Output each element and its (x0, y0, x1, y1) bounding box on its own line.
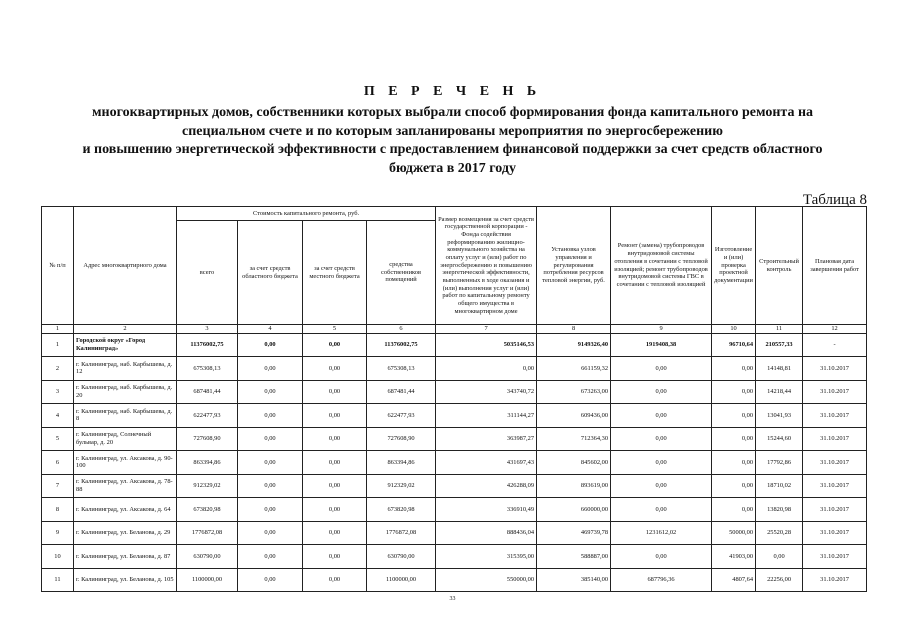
cell-total: 687481,44 (177, 380, 238, 404)
cell-total: 1100000,00 (177, 568, 238, 592)
cell-pipes: 0,00 (611, 498, 712, 522)
cell-num: 5 (42, 427, 74, 451)
table-row (42, 427, 867, 451)
cell-date: 31.10.2017 (803, 545, 867, 569)
cell-local: 0,00 (303, 521, 367, 545)
header-total: всего (177, 221, 238, 325)
cell-total: 622477,93 (177, 404, 238, 428)
cell-meters: 588887,00 (537, 545, 611, 569)
header-owners: средства собственников помещений (367, 221, 436, 325)
cell-pipes: 687796,36 (611, 568, 712, 592)
column-number: 5 (303, 325, 367, 334)
cell-local: 0,00 (303, 545, 367, 569)
cell-design: 0,00 (712, 357, 756, 381)
column-number: 9 (611, 325, 712, 334)
cell-design: 0,00 (712, 451, 756, 475)
subtitle-line: бюджета в 2017 году (389, 160, 516, 176)
cell-pipes: 0,00 (611, 380, 712, 404)
cell-address: г. Калининград, ул. Беланова, д. 105 (74, 568, 177, 592)
header-pipes: Ремонт (замена) трубопроводов внутридомовой системы отопления в сочетании с тепловой изоляцией; ремонт трубопроводов внутридомовой системы ГВС в сочетании с тепловой изоляцией (611, 207, 712, 325)
cell-meters: 661159,32 (537, 357, 611, 381)
cell-regional: 0,00 (238, 333, 303, 357)
table-row (42, 545, 867, 569)
cell-supervision: 15244,60 (756, 427, 803, 451)
cell-local: 0,00 (303, 333, 367, 357)
cell-address: г. Калининград, наб. Карбышева, д. 8 (74, 404, 177, 428)
cell-total: 11376002,75 (177, 333, 238, 357)
subtitle-line: специальном счете и по которым запланированы мероприятия по энергосбережению (182, 123, 723, 139)
cell-regional: 0,00 (238, 498, 303, 522)
cell-pipes: 0,00 (611, 474, 712, 498)
table-row (42, 404, 867, 428)
cell-num: 7 (42, 474, 74, 498)
cell-pipes: 1919408,38 (611, 333, 712, 357)
cell-owners: 11376002,75 (367, 333, 436, 357)
header-local: за счет средств местного бюджета (303, 221, 367, 325)
cell-design: 0,00 (712, 427, 756, 451)
column-number: 10 (712, 325, 756, 334)
cell-num: 1 (42, 333, 74, 357)
cell-total: 912329,02 (177, 474, 238, 498)
cell-address: г. Калининград, ул. Аксакова, д. 78-88 (74, 474, 177, 498)
cell-meters: 660000,00 (537, 498, 611, 522)
column-number-row (42, 325, 867, 334)
cell-design: 0,00 (712, 474, 756, 498)
cell-regional: 0,00 (238, 545, 303, 569)
cell-regional: 0,00 (238, 357, 303, 381)
cell-date: 31.10.2017 (803, 404, 867, 428)
cell-date: 31.10.2017 (803, 568, 867, 592)
cell-local: 0,00 (303, 357, 367, 381)
cell-design: 50000,00 (712, 521, 756, 545)
cell-address: г. Калининград, ул. Аксакова, д. 64 (74, 498, 177, 522)
column-number: 12 (803, 325, 867, 334)
cell-fund: 426288,09 (436, 474, 537, 498)
cell-total: 727608,90 (177, 427, 238, 451)
cell-address: г. Калининград, наб. Карбышева, д. 20 (74, 380, 177, 404)
cell-fund: 336910,49 (436, 498, 537, 522)
cell-address: г. Калининград, наб. Карбышева, д. 12 (74, 357, 177, 381)
cell-supervision: 14148,81 (756, 357, 803, 381)
subtitle-line: многоквартирных домов, собственники которых выбрали способ формирования фонда капитального ремонта на (91, 105, 814, 120)
cell-address: г. Калининград, Солнечный бульвар, д. 20 (74, 427, 177, 451)
cell-meters: 893619,00 (537, 474, 611, 498)
cell-supervision: 0,00 (756, 545, 803, 569)
column-number: 8 (537, 325, 611, 334)
cell-regional: 0,00 (238, 568, 303, 592)
cell-supervision: 13820,98 (756, 498, 803, 522)
cell-pipes: 0,00 (611, 427, 712, 451)
column-number: 6 (367, 325, 436, 334)
cell-pipes: 1231612,02 (611, 521, 712, 545)
cell-date: 31.10.2017 (803, 498, 867, 522)
cell-meters: 609436,00 (537, 404, 611, 428)
cell-supervision: 25520,28 (756, 521, 803, 545)
cell-design: 96710,64 (712, 333, 756, 357)
document-title: П Е Р Е Ч Е Н Ь (363, 84, 542, 99)
cell-design: 4807,64 (712, 568, 756, 592)
column-number: 1 (42, 325, 74, 334)
header-address: Адрес многоквартирного дома (74, 207, 177, 325)
cell-regional: 0,00 (238, 474, 303, 498)
cell-total: 675308,13 (177, 357, 238, 381)
cell-fund: 5035146,53 (436, 333, 537, 357)
cell-regional: 0,00 (238, 521, 303, 545)
cell-address: г. Калининград, ул. Аксакова, д. 90-100 (74, 451, 177, 475)
cell-local: 0,00 (303, 568, 367, 592)
cell-fund: 363987,27 (436, 427, 537, 451)
header-meters: Установка узлов управления и регулирования потребления ресурсов тепловой энергии, руб. (537, 207, 611, 325)
cell-meters: 845602,00 (537, 451, 611, 475)
table-row (42, 474, 867, 498)
cell-design: 41903,00 (712, 545, 756, 569)
cell-total: 673820,98 (177, 498, 238, 522)
cell-meters: 469739,78 (537, 521, 611, 545)
table-row (42, 521, 867, 545)
cell-owners: 673820,98 (367, 498, 436, 522)
cell-date: - (803, 333, 867, 357)
cell-supervision: 17792,86 (756, 451, 803, 475)
cell-date: 31.10.2017 (803, 380, 867, 404)
cell-supervision: 210557,33 (756, 333, 803, 357)
cell-address: г. Калининград, ул. Беланова, д. 87 (74, 545, 177, 569)
cell-date: 31.10.2017 (803, 474, 867, 498)
cell-regional: 0,00 (238, 380, 303, 404)
cell-meters: 712364,30 (537, 427, 611, 451)
cell-local: 0,00 (303, 498, 367, 522)
cell-owners: 675308,13 (367, 357, 436, 381)
cell-regional: 0,00 (238, 404, 303, 428)
cell-fund: 431697,43 (436, 451, 537, 475)
header-design: Изготовление и (или) проверка проектной документации (712, 207, 756, 325)
cell-fund: 315395,00 (436, 545, 537, 569)
column-number: 3 (177, 325, 238, 334)
cell-meters: 9149326,40 (537, 333, 611, 357)
header-cost-group: Стоимость капитального ремонта, руб. (177, 207, 436, 221)
cell-total: 630790,00 (177, 545, 238, 569)
cell-local: 0,00 (303, 474, 367, 498)
header-regional: за счет средств областного бюджета (238, 221, 303, 325)
cell-address: Городской округ «Город Калининград» (74, 333, 177, 357)
cell-pipes: 0,00 (611, 404, 712, 428)
cell-owners: 1100000,00 (367, 568, 436, 592)
cell-supervision: 14218,44 (756, 380, 803, 404)
cell-num: 9 (42, 521, 74, 545)
cell-num: 3 (42, 380, 74, 404)
cell-total: 1776872,08 (177, 521, 238, 545)
cell-owners: 863394,86 (367, 451, 436, 475)
table-row (42, 568, 867, 592)
cell-owners: 727608,90 (367, 427, 436, 451)
cell-date: 31.10.2017 (803, 451, 867, 475)
cell-local: 0,00 (303, 404, 367, 428)
header-fund: Размер возмещения за счет средств государственной корпорации - Фонда содействия реформированию жилищно-коммунального хозяйства на оплату услуг и (или) работ по энергосбережению и повышению энергетической эффективности, выполненных в ходе оказания и (или) выполнения услуг и (или) работ по капитальному ремонту общего имущества в многоквартирном доме (436, 207, 537, 325)
table-row (42, 451, 867, 475)
header-supervision: Строительный контроль (756, 207, 803, 325)
cell-pipes: 0,00 (611, 357, 712, 381)
header-date: Плановая дата завершения работ (803, 207, 867, 325)
page-number: 33 (449, 596, 456, 602)
header-num: № п/п (42, 207, 74, 325)
column-number: 2 (74, 325, 177, 334)
table-row (42, 380, 867, 404)
cell-local: 0,00 (303, 427, 367, 451)
cell-design: 0,00 (712, 380, 756, 404)
cell-num: 10 (42, 545, 74, 569)
cell-regional: 0,00 (238, 451, 303, 475)
buildings-table (41, 206, 867, 592)
cell-date: 31.10.2017 (803, 357, 867, 381)
cell-address: г. Калининград, ул. Беланова, д. 29 (74, 521, 177, 545)
cell-meters: 385140,00 (537, 568, 611, 592)
cell-num: 2 (42, 357, 74, 381)
table-row (42, 357, 867, 381)
cell-total: 863394,86 (177, 451, 238, 475)
table-row (42, 498, 867, 522)
table-row (42, 333, 867, 357)
cell-supervision: 13041,93 (756, 404, 803, 428)
table-caption: Таблица 8 (802, 192, 867, 208)
cell-owners: 630790,00 (367, 545, 436, 569)
cell-local: 0,00 (303, 380, 367, 404)
cell-num: 8 (42, 498, 74, 522)
cell-fund: 888436,04 (436, 521, 537, 545)
cell-fund: 343740,72 (436, 380, 537, 404)
cell-owners: 687481,44 (367, 380, 436, 404)
cell-pipes: 0,00 (611, 451, 712, 475)
cell-regional: 0,00 (238, 427, 303, 451)
cell-num: 6 (42, 451, 74, 475)
column-number: 7 (436, 325, 537, 334)
cell-supervision: 22256,00 (756, 568, 803, 592)
cell-owners: 912329,02 (367, 474, 436, 498)
cell-num: 11 (42, 568, 74, 592)
document-subtitle (40, 104, 865, 178)
cell-date: 31.10.2017 (803, 427, 867, 451)
cell-fund: 311144,27 (436, 404, 537, 428)
cell-fund: 550000,00 (436, 568, 537, 592)
column-number: 4 (238, 325, 303, 334)
column-number: 11 (756, 325, 803, 334)
cell-pipes: 0,00 (611, 545, 712, 569)
cell-date: 31.10.2017 (803, 521, 867, 545)
cell-local: 0,00 (303, 451, 367, 475)
cell-num: 4 (42, 404, 74, 428)
cell-design: 0,00 (712, 498, 756, 522)
cell-meters: 673263,00 (537, 380, 611, 404)
cell-supervision: 18710,02 (756, 474, 803, 498)
cell-fund: 0,00 (436, 357, 537, 381)
cell-owners: 1776872,08 (367, 521, 436, 545)
subtitle-line: и повышению энергетической эффективности с предоставлением финансовой поддержки за счет средств областного (82, 142, 823, 157)
cell-design: 0,00 (712, 404, 756, 428)
cell-owners: 622477,93 (367, 404, 436, 428)
